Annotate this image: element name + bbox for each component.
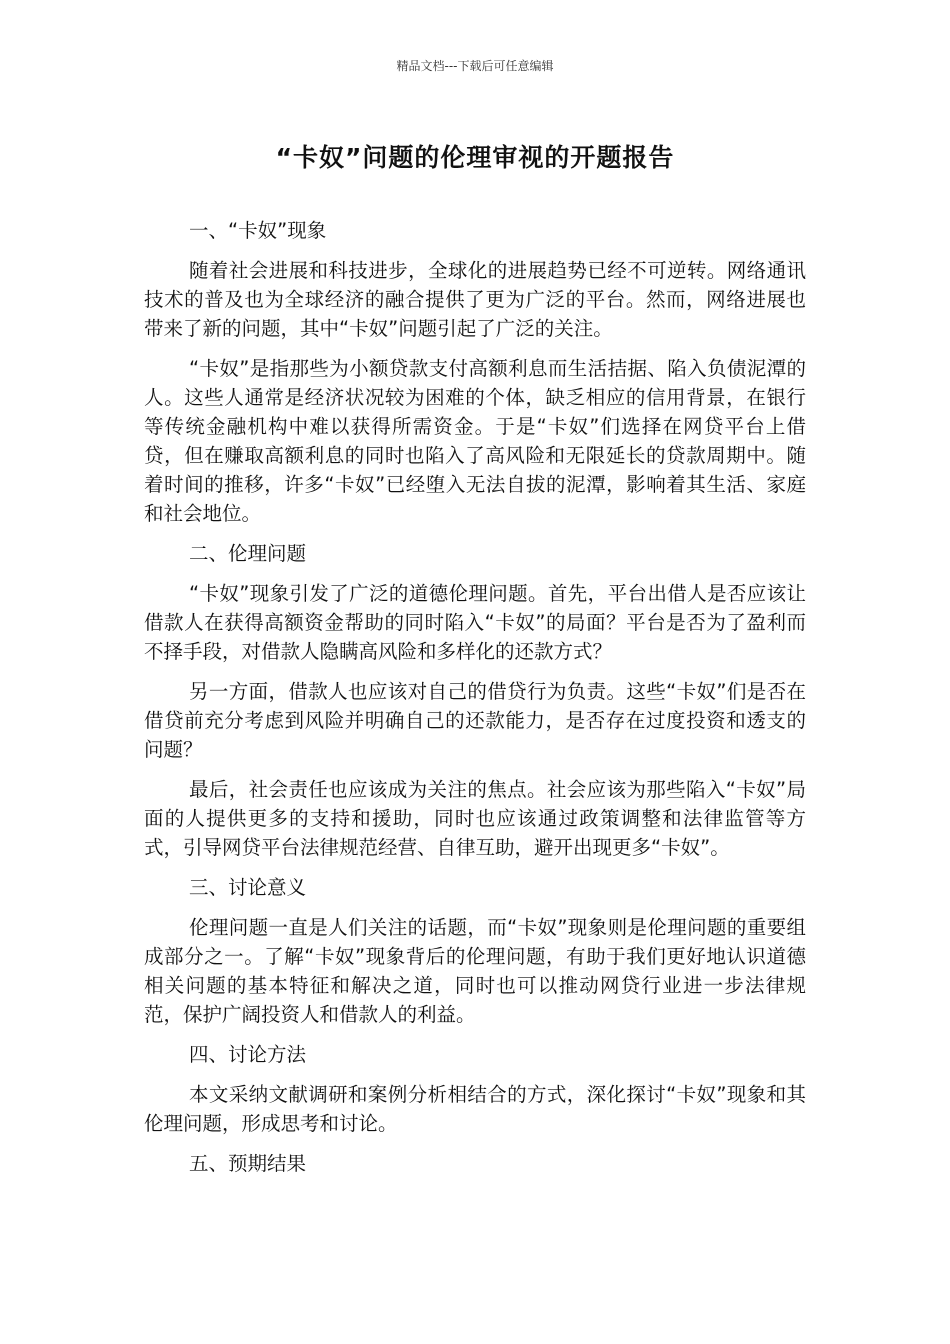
paragraph: “卡奴”现象引发了广泛的道德伦理问题。首先，平台出借人是否应该让借款人在获得高额资金帮助的同时陷入“卡奴”的局面？平台是否为了盈利而不择手段，对借款人隐瞒高风险和多样化的还款方式？ xyxy=(144,582,806,663)
section-heading: 二、伦理问题 xyxy=(189,542,307,565)
document-title: “卡奴”问题的伦理审视的开题报告 xyxy=(275,143,675,172)
section-heading: 四、讨论方法 xyxy=(189,1043,307,1066)
paragraph: “卡奴”是指那些为小额贷款支付高额利息而生活拮据、陷入负债泥潭的人。这些人通常是经济状况较为困难的个体，缺乏相应的信用背景，在银行等传统金融机构中难以获得所需资金。于是“卡奴”们选择在网贷平台上借贷，但在赚取高额利息的同时也陷入了高风险和无限延长的贷款周期中。随着时间的推移，许多“卡奴”已经堕入无法自拔的泥潭，影响着其生活、家庭和社会地位。 xyxy=(144,357,806,525)
document-body xyxy=(144,216,806,1189)
section-1 xyxy=(144,216,806,528)
section-2 xyxy=(144,539,806,862)
paragraph: 随着社会进展和科技进步，全球化的进展趋势已经不可逆转。网络通讯技术的普及也为全球经济的融合提供了更为广泛的平台。然而，网络进展也带来了新的问题，其中“卡奴”问题引起了广泛的关注。 xyxy=(144,259,806,340)
paragraph: 最后，社会责任也应该成为关注的焦点。社会应该为那些陷入“卡奴”局面的人提供更多的支持和援助，同时也应该通过政策调整和法律监管等方式，引导网贷平台法律规范经营、自律互助，避开出现更多“卡奴”。 xyxy=(144,778,806,859)
section-heading: 五、预期结果 xyxy=(189,1152,307,1175)
page-header: 精品文档---下载后可任意编辑 xyxy=(396,59,554,73)
section-heading: 一、“卡奴”现象 xyxy=(189,219,327,242)
section-5 xyxy=(144,1149,806,1178)
paragraph: 本文采纳文献调研和案例分析相结合的方式，深化探讨“卡奴”现象和其伦理问题，形成思考和讨论。 xyxy=(144,1083,806,1135)
section-heading: 三、讨论意义 xyxy=(189,876,307,899)
paragraph: 伦理问题一直是人们关注的话题，而“卡奴”现象则是伦理问题的重要组成部分之一。了解“卡奴”现象背后的伦理问题，有助于我们更好地认识道德相关问题的基本特征和解决之道，同时也可以推动网贷行业进一步法律规范，保护广阔投资人和借款人的利益。 xyxy=(144,916,806,1026)
paragraph: 另一方面，借款人也应该对自己的借贷行为负责。这些“卡奴”们是否在借贷前充分考虑到风险并明确自己的还款能力，是否存在过度投资和透支的问题？ xyxy=(144,680,806,761)
section-4 xyxy=(144,1040,806,1138)
section-3 xyxy=(144,873,806,1029)
